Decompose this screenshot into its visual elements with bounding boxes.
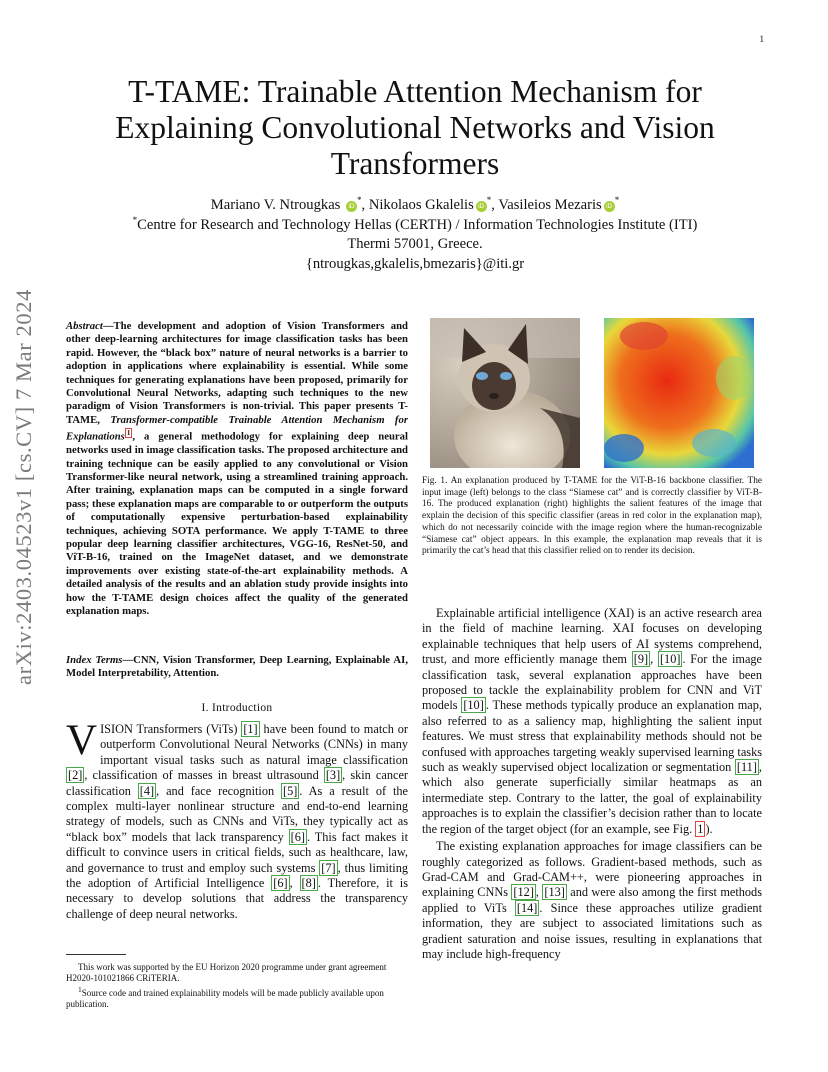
index-terms: Index Terms—CNN, Vision Transformer, Deep Learning, Explainable AI, Model Interpretability, Attention. — [66, 654, 408, 680]
intro-paragraph: VISION Transformers (ViTs) [1] have been found to match or outperform Convolutional Neural Networks (CNNs) in many important visual tasks such as natural image classification [2] , classification of masses in breast ultrasound [3] , skin cancer classification [4] , and face recognition [5] . As a result of the complex multi-layer nonlinear structure and end-to-end learning strategy of models, such as CNNs and ViTs, they typically act as “black box” models that lack transparency [6] . This fact makes it difficult to convince users in critical fields, such as healthcare, law, and governance to trust and employ such systems [7] , thus limiting the adoption of Artificial Intelligence [6] , [8] . Therefore, it is necessary to develop solutions that address the transparency challenge of deep neural networks. — [66, 717, 409, 921]
siamese-cat-photo — [430, 318, 580, 468]
footnotes — [66, 962, 408, 1010]
heatmap-image — [604, 318, 754, 468]
author-3: Vasileios Mezaris — [498, 197, 602, 213]
input-image — [430, 318, 580, 468]
citation-link[interactable]: [10] — [659, 652, 681, 667]
author-1: Mariano V. Ntrougkas — [210, 197, 341, 213]
orcid-icon[interactable]: iD — [346, 201, 357, 212]
figure-caption: Fig. 1. An explanation produced by T-TAME for the ViT-B-16 backbone classifier. The input image (left) belongs to the class “Siamese cat” and is correctly classifier by ViT-B-16. The produced explanation (right) highlights the salient features of the image that explain the decision of this specific classifier (areas in red color in the explanation map), which do not necessarily coincide with the image region where the human-recognizable “Siamese cat” object appears. In this example, the explanation map reveals that it is primarily the cat’s head that this classifier relied on to render its decision. — [422, 476, 762, 557]
citation-link[interactable]: [13] — [544, 885, 565, 900]
citation-link[interactable]: [4] — [139, 783, 155, 798]
footnote-link[interactable]: 1 — [126, 429, 131, 438]
citation-link[interactable]: [10] — [463, 698, 484, 713]
citation-link[interactable]: [14] — [516, 900, 538, 915]
email: {ntrougkas,gkalelis,bmezaris}@iti.gr — [305, 255, 525, 272]
orcid-icon[interactable]: iD — [476, 201, 487, 212]
footnote-1: $^1$Source code and trained explainability models will be made publicly available upon publication. — [66, 985, 384, 1009]
paragraph-xai: Explainable artificial intelligence (XAI) is an active research area in the field of machine learning. XAI focuses on developing explainable techniques that help users of AI systems comprehend, trust, and more efficiently manage them [9] , [10] . For the image classification task, several explanation approaches have been proposed to tackle the explainability problem for CNN and ViT models [10] . These methods typically produce an explanation map, also referred to as a saliency map, highlighting the salient input features. We must stress that explainability methods should not be confused with approaches targeting weakly supervised learning tasks such as weakly supervised object localization or segmentation [11] , which also generate superficially similar heatmaps as an intermediate step. Contrary to the latter, the goal of explainability approaches is to explain the classifier’s decision rather than to locate the region of the target object (for an example, see Fig. 1 ). — [422, 606, 763, 836]
page-number: 1 — [759, 34, 764, 44]
intro-continuation — [422, 606, 762, 962]
explanation-map — [604, 318, 754, 468]
citation-link[interactable]: [9] — [633, 652, 649, 667]
abstract: Abstract—The development and adoption of Vision Transformers and other deep-learning architectures for image classification tasks has been rapid. However, the “black box” nature of neural networks is a barrier to adoption in applications where explainability is essential. While some techniques for generating explanations have been proposed, primarily for Convolutional Neural Networks, adapting such techniques to the new paradigm of Vision Transformers is non-trivial. This paper presents T-TAME, Transformer-compatible Trainable Attention Mechanism for Explanations $^1$ , a general methodology for explaining deep neural networks used in image classification tasks. The proposed architecture and training technique can be easily applied to any convolutional or Vision Transformer-like neural network, using a streamlined training approach. After training, explanation maps can be computed in a single forward pass; these explanation maps are comparable to or outperform the outputs of computationally expensive perturbation-based explainability techniques, achieving SOTA performance. We apply T-TAME to three popular deep learning classifier architectures, VGG-16, ResNet-50, and ViT-B-16, trained on the ImageNet dataset, and we demonstrate improvements over existing state-of-the-art explainability methods. A detailed analysis of the results and an ablation study provide insights into how the T-TAME design choices affect the quality of the generated explanation maps. — [66, 320, 408, 618]
citation-link[interactable]: [2] — [68, 768, 83, 783]
paragraph-approaches: The existing explanation approaches for image classifiers can be roughly categorized as follows. Gradient-based methods, such as Grad-CAM and Grad-CAM++, were pioneering approaches in explaining CNNs [12] , [13] and were also among the first methods applied to ViTs [14] . Since these approaches utilize gradient information, they are subject to associated limitations such as gradient saturation and noise issues, resulting in explanations that may include high-frequency — [422, 839, 762, 961]
figure-link[interactable]: 1 — [697, 821, 704, 836]
funding-note: This work was supported by the EU Horizon 2020 programme under grant agreement H2020-101021866 CRiTERIA. — [66, 962, 387, 983]
citation-link[interactable]: [8] — [301, 876, 316, 891]
citation-link[interactable]: [11] — [736, 760, 757, 775]
citation-link[interactable]: [7] — [321, 860, 336, 875]
citation-link[interactable]: [6] — [290, 829, 305, 844]
city: Thermi 57001, Greece. — [347, 236, 483, 252]
affiliation: *Centre for Research and Technology Hellas (CERTH) / Information Technologies Institute (ITI) — [132, 214, 698, 233]
citation-link[interactable]: [1] — [243, 722, 258, 736]
index-terms-label: Index Terms — [66, 654, 123, 666]
drop-cap: V — [66, 717, 98, 764]
section-heading: I. Introduction — [201, 702, 273, 714]
author-2: Nikolaos Gkalelis — [368, 197, 474, 213]
method-name: Transformer-compatible Trainable Attention Mechanism for Explanations — [66, 413, 408, 443]
orcid-icon[interactable]: iD — [604, 201, 615, 212]
arxiv-stamp: arXiv:2403.04523v1 [cs.CV] 7 Mar 2024 — [11, 289, 36, 685]
author-names: Mariano V. Ntrougkas iD*, Nikolaos Gkalelis iD*, Vasileios Mezaris iD* — [210, 195, 620, 213]
paper-title: T-TAME: Trainable Attention Mechanism for Explaining Convolutional Networks and Vision Transformers — [115, 74, 715, 181]
citation-link[interactable]: [12] — [513, 885, 534, 900]
abstract-label: Abstract — [66, 320, 103, 332]
footnote-rule — [66, 954, 126, 955]
citation-link[interactable]: [6] — [273, 876, 288, 891]
citation-link[interactable]: [3] — [325, 768, 341, 783]
author-block — [90, 196, 740, 274]
citation-link[interactable]: [5] — [283, 783, 298, 798]
